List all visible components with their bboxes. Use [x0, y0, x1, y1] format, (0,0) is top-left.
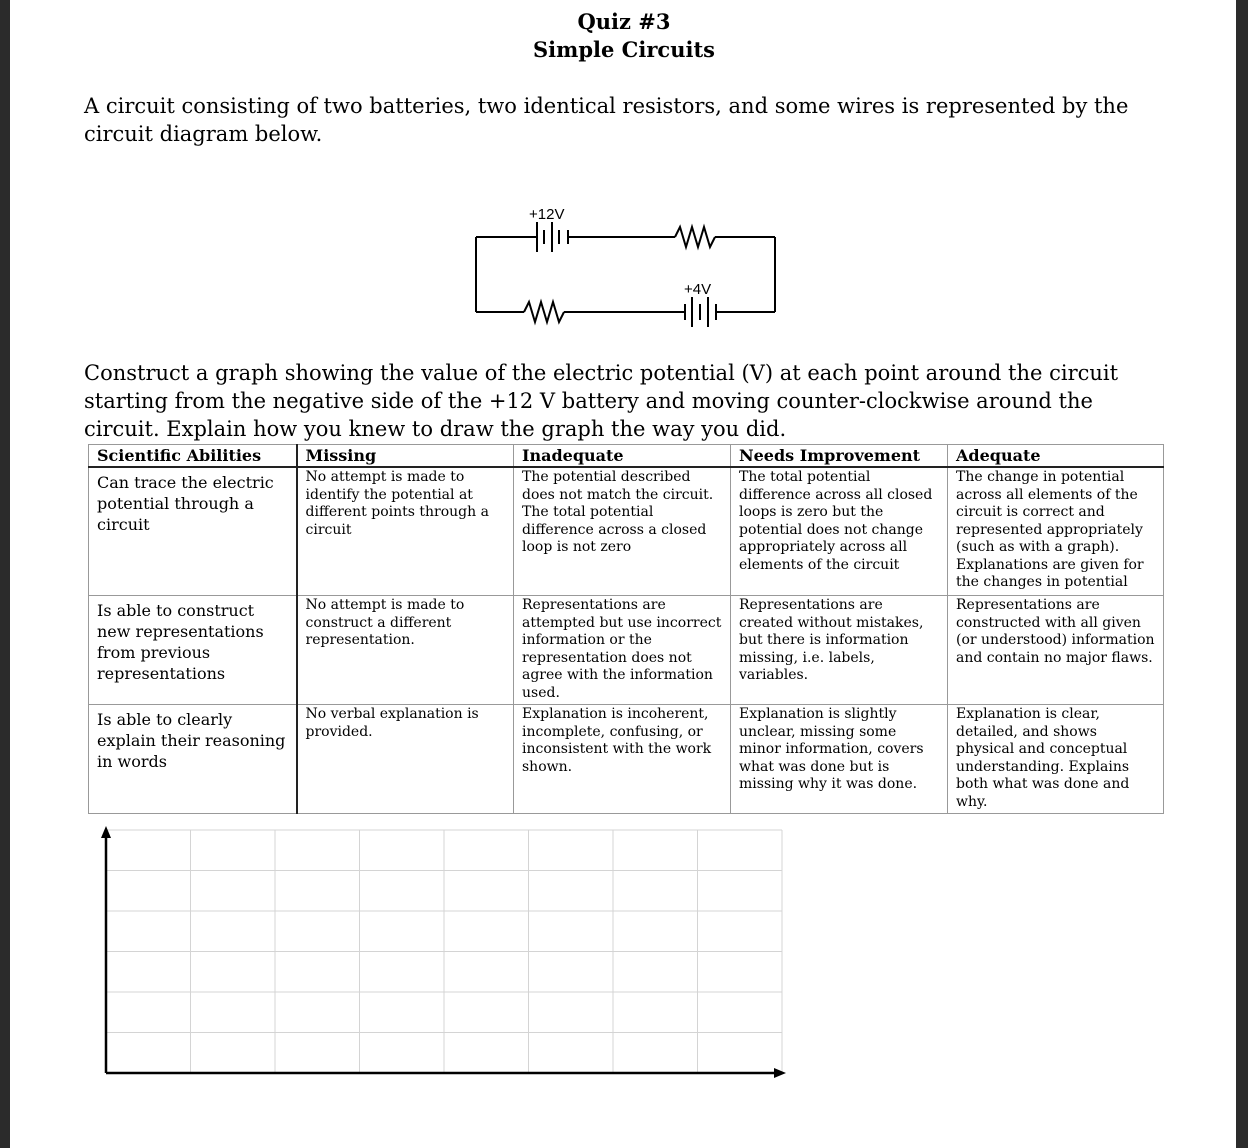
left-edge-shadow [0, 0, 10, 1148]
right-edge-shadow [1236, 0, 1248, 1148]
ability-cell: Can trace the electric potential through a circuit [89, 467, 297, 596]
intro-text: A circuit consisting of two batteries, two identical resistors, and some wires is represented by the circuit diagram below. [84, 94, 1129, 146]
inadequate-cell: Representations are attempted but use incorrect information or the representation does not agree with the information used. [514, 596, 731, 705]
ability-cell: Is able to clearly explain their reasoning in words [89, 705, 297, 814]
battery-4v-label: +4V [684, 281, 712, 298]
battery-12v-icon [537, 222, 568, 252]
header-needs-improvement: Needs Improvement [731, 445, 948, 468]
y-axis-arrow-icon [101, 826, 111, 838]
table-row [89, 467, 1164, 596]
missing-cell: No verbal explanation is provided. [297, 705, 514, 814]
battery-4v-icon [685, 297, 716, 327]
x-axis-arrow-icon [774, 1068, 786, 1078]
circuit-diagram [470, 200, 790, 330]
header-missing: Missing [297, 445, 514, 468]
inadequate-cell: Explanation is incoherent, incomplete, confusing, or inconsistent with the work shown. [514, 705, 731, 814]
resistor-top [675, 227, 715, 247]
quiz-number: Quiz #3 [577, 9, 671, 34]
table-row [89, 705, 1164, 814]
battery-12v-label: +12V [529, 206, 565, 223]
header-scientific-abilities: Scientific Abilities [89, 445, 297, 468]
missing-cell: No attempt is made to construct a different representation. [297, 596, 514, 705]
adequate-cell: Explanation is clear, detailed, and shows physical and conceptual understanding. Explains both what was done and why. [948, 705, 1164, 814]
inadequate-cell: The potential described does not match the circuit. The total potential difference across a closed loop is not zero [514, 467, 731, 596]
table-row [89, 596, 1164, 705]
resistor-bottom [524, 302, 564, 322]
answer-graph [96, 824, 796, 1084]
needs-improvement-cell: Representations are created without mistakes, but there is information missing, i.e. labels, variables. [731, 596, 948, 705]
header-inadequate: Inadequate [514, 445, 731, 468]
adequate-cell: Representations are constructed with all given (or understood) information and contain no major flaws. [948, 596, 1164, 705]
adequate-cell: The change in potential across all elements of the circuit is correct and represented appropriately (such as with a graph). Explanations are given for the changes in potential [948, 467, 1164, 596]
header-adequate: Adequate [948, 445, 1164, 468]
rubric-header-row [89, 445, 1164, 468]
needs-improvement-cell: Explanation is slightly unclear, missing some minor information, covers what was done but is missing why it was done. [731, 705, 948, 814]
ability-cell: Is able to construct new representations from previous representations [89, 596, 297, 705]
quiz-topic: Simple Circuits [532, 37, 715, 62]
prompt-text: Construct a graph showing the value of the electric potential (V) at each point around the circuit starting from the negative side of the +12 V battery and moving counter-clockwise around the circuit. Explain how you knew to draw the graph the way you did. [84, 361, 1119, 441]
needs-improvement-cell: The total potential difference across all closed loops is zero but the potential does not change appropriately across all elements of the circuit [731, 467, 948, 596]
missing-cell: No attempt is made to identify the potential at different points through a circuit [297, 467, 514, 596]
rubric-table [88, 444, 1164, 814]
